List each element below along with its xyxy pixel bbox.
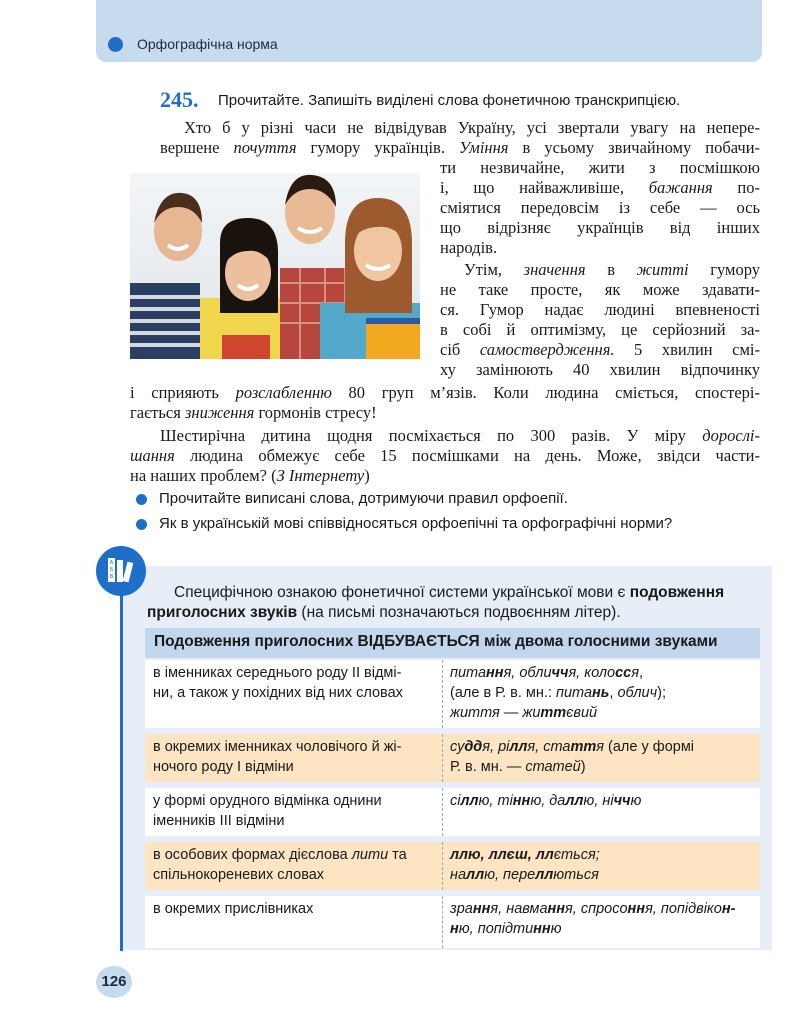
svg-text:В: В	[109, 574, 114, 580]
section-title: Орфографічна норма	[137, 36, 278, 52]
text-line: і, що найважливіше, бажання по-	[440, 178, 761, 197]
exercise-task: Прочитайте. Запишіть виділені слова фонетичною транскрипцією.	[218, 92, 681, 109]
header-bullet-icon	[108, 37, 123, 52]
bullet-icon	[136, 519, 147, 530]
exercise-number: 245.	[160, 87, 199, 112]
table-row	[145, 660, 760, 728]
text-line: в собі й оптимізму, це серйозний за-	[440, 320, 760, 339]
text-line: Утім, значення в житті гумору	[464, 260, 761, 279]
table-row	[145, 788, 760, 836]
rule-examples: питання, обличчя, колосся, (але в Р. в. мн.: питань, облич); життя — життєвий	[450, 665, 666, 721]
rule-box-border	[120, 575, 123, 951]
text-line: на наших проблем? (З Інтернету)	[130, 466, 370, 485]
table-row	[145, 842, 760, 890]
text-line: ти незвичайне, жити з посмішкою	[440, 158, 760, 177]
question-2: Як в українській мові співвідносяться орфоепічні та орфографічні норми?	[159, 515, 673, 532]
text-line: Шестирічна дитина щодня посміхається по 300 разів. У міру дорослі-	[160, 426, 760, 445]
rule-condition: в іменниках середнього роду ІІ відмі- ни, а також у похідних від них словах	[153, 665, 403, 701]
header-bar	[96, 0, 762, 62]
column-divider	[442, 660, 443, 728]
text-line: сіб самоствердження. 5 хвилин смі-	[440, 340, 761, 359]
rule-condition: у формі орудного відмінка однини іменників ІІІ відміни	[153, 793, 382, 829]
rule-examples: ллю, ллєш, ллється; наллю, переллються	[450, 847, 600, 883]
table-row	[145, 896, 760, 948]
svg-text:А: А	[109, 560, 114, 566]
text-line: ся. Гумор надає людині впевненості	[440, 300, 760, 319]
text-line: шання людина обмежує себе 15 посмішками на день. Може, звідси части-	[130, 446, 760, 465]
table-row	[145, 734, 760, 782]
column-divider	[442, 842, 443, 890]
text-line: і сприяють розслабленню 80 груп м’язів. Коли людина сміється, спостері-	[130, 383, 760, 402]
table-title	[145, 628, 760, 658]
text-line: що відрізняє українців від інших	[440, 218, 760, 237]
column-divider	[442, 788, 443, 836]
page-number: 126	[96, 966, 132, 998]
rule-condition: в окремих іменниках чоловічого й жі- ночого роду І відміни	[153, 739, 402, 775]
text-line: ху замінюють 40 хвилин відпочинку	[440, 360, 760, 379]
svg-text:Б: Б	[109, 567, 114, 573]
text-line: не таке просте, як може здавати-	[440, 280, 760, 299]
text-line: гається зниження гормонів стресу!	[130, 403, 377, 422]
column-divider	[442, 896, 443, 948]
text-line: Хто б у різні часи не відвідував Україну, усі звертали увагу на непере-	[184, 118, 760, 137]
rule-condition: в окремих прислівниках	[153, 901, 314, 917]
rule-intro-line-2: приголосних звуків (на письмі позначаються подвоєнням літер).	[147, 604, 621, 621]
bullet-icon	[136, 494, 147, 505]
text-line: сміятися передовсім із себе — ось	[440, 198, 760, 217]
table-title-text: Подовження приголосних ВІДБУВАЄТЬСЯ між двома голосними звуками	[154, 633, 718, 650]
column-divider	[442, 734, 443, 782]
abc-book-icon	[96, 546, 146, 596]
text-line: народів.	[440, 238, 498, 257]
rule-condition: в особових формах дієслова лити та спільнокореневих словах	[153, 847, 407, 883]
photo-four-smiling-teens	[130, 173, 420, 359]
rule-examples: сіллю, тінню, даллю, ніччю	[450, 793, 642, 809]
text-line: вершене почуття гумору українців. Уміння в усьому звичайному побачи-	[160, 138, 761, 157]
rule-examples: зрання, навмання, спросоння, попідвікон- ню, попідтинню	[450, 901, 736, 937]
question-1: Прочитайте виписані слова, дотримуючи правил орфоепії.	[159, 490, 568, 507]
rule-examples: суддя, рілля, стаття (але у формі Р. в. мн. — статей)	[450, 739, 695, 775]
rule-intro-line-1: Специфічною ознакою фонетичної системи української мови є подовження	[174, 584, 725, 601]
